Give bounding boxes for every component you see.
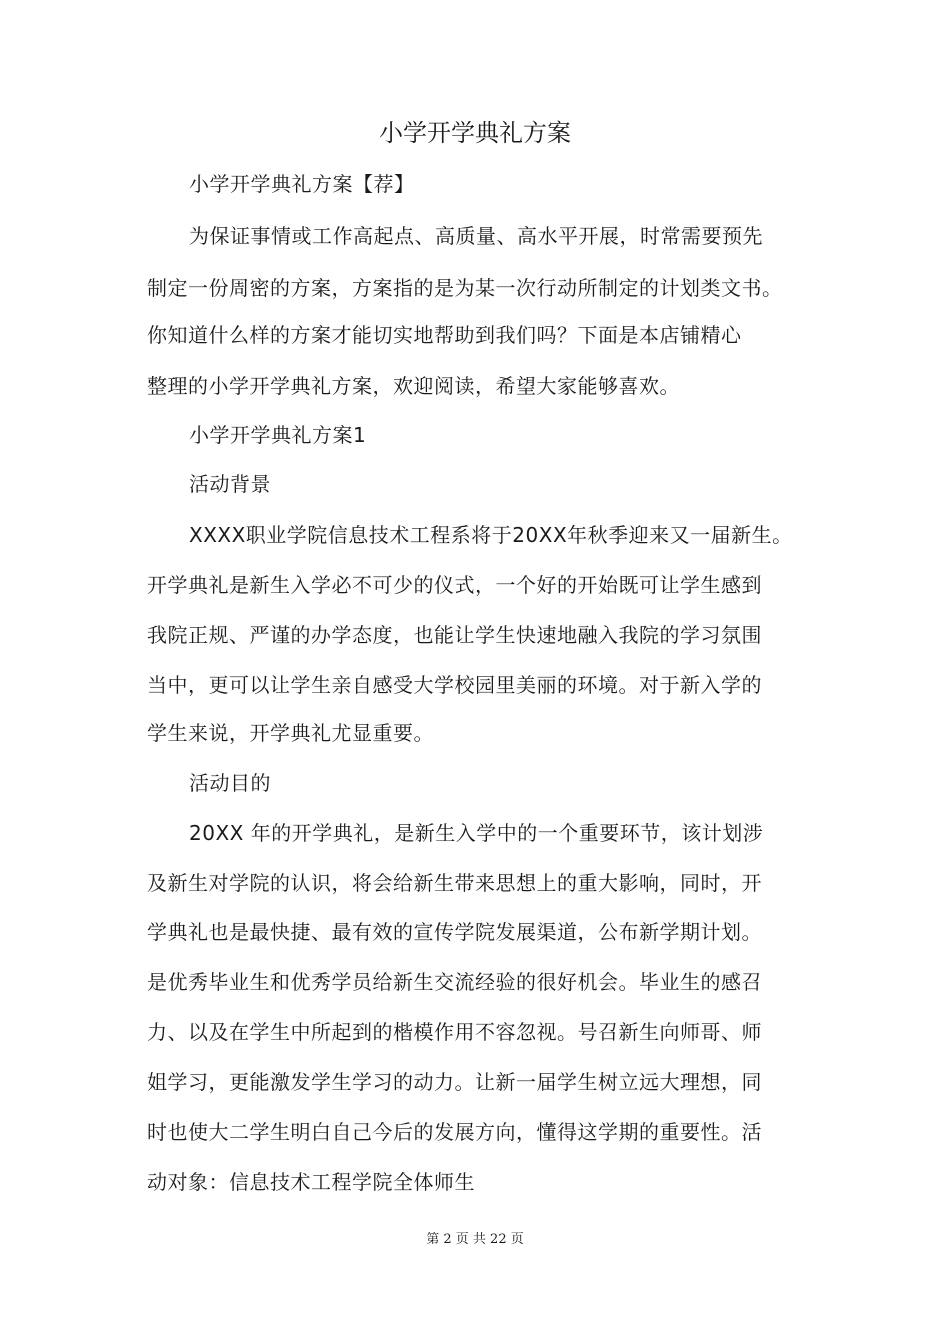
background-line-5: 学生来说，开学典礼尤显重要。 [147,721,434,745]
purpose-line-5: 力、以及在学生中所起到的楷模作用不容忽视。号召新生向师哥、师 [147,1020,762,1044]
intro-line-4: 整理的小学开学典礼方案，欢迎阅读，希望大家能够喜欢。 [147,374,680,398]
background-line-2: 开学典礼是新生入学必不可少的仪式，一个好的开始既可让学生感到 [147,573,762,597]
purpose-line-2: 及新生对学院的认识，将会给新生带来思想上的重大影响，同时，开 [147,871,762,895]
intro-line-1: 为保证事情或工作高起点、高质量、高水平开展，时常需要预先 [189,224,763,248]
document-title: 小学开学典礼方案 [379,119,571,147]
intro-line-3: 你知道什么样的方案才能切实地帮助到我们吗？下面是本店铺精心 [147,323,742,347]
purpose-line-4: 是优秀毕业生和优秀学员给新生交流经验的很好机会。毕业生的感召 [147,970,762,994]
background-line-1: XXXX职业学院信息技术工程系将于20XX年秋季迎来又一届新生。 [189,523,793,547]
background-line-3: 我院正规、严谨的办学态度，也能让学生快速地融入我院的学习氛围 [147,623,762,647]
purpose-heading: 活动目的 [189,771,271,795]
document-subtitle: 小学开学典礼方案【荐】 [189,172,415,196]
background-line-4: 当中，更可以让学生亲自感受大学校园里美丽的环境。对于新入学的 [147,673,762,697]
purpose-line-8: 动对象：信息技术工程学院全体师生 [147,1170,475,1194]
intro-line-2: 制定一份周密的方案，方案指的是为某一次行动所制定的计划类文书。 [147,276,783,300]
page-footer: 第 2 页 共 22 页 [426,1232,524,1247]
purpose-line-3: 学典礼也是最快捷、最有效的宣传学院发展渠道，公布新学期计划。 [147,920,762,944]
background-heading: 活动背景 [189,472,271,496]
purpose-line-7: 时也使大二学生明白自己今后的发展方向，懂得这学期的重要性。活 [147,1120,762,1144]
purpose-line-6: 姐学习，更能激发学生学习的动力。让新一届学生树立远大理想，同 [147,1070,762,1094]
purpose-line-1: 20XX 年的开学典礼，是新生入学中的一个重要环节，该计划涉 [189,821,764,845]
section-title: 小学开学典礼方案1 [189,423,367,447]
